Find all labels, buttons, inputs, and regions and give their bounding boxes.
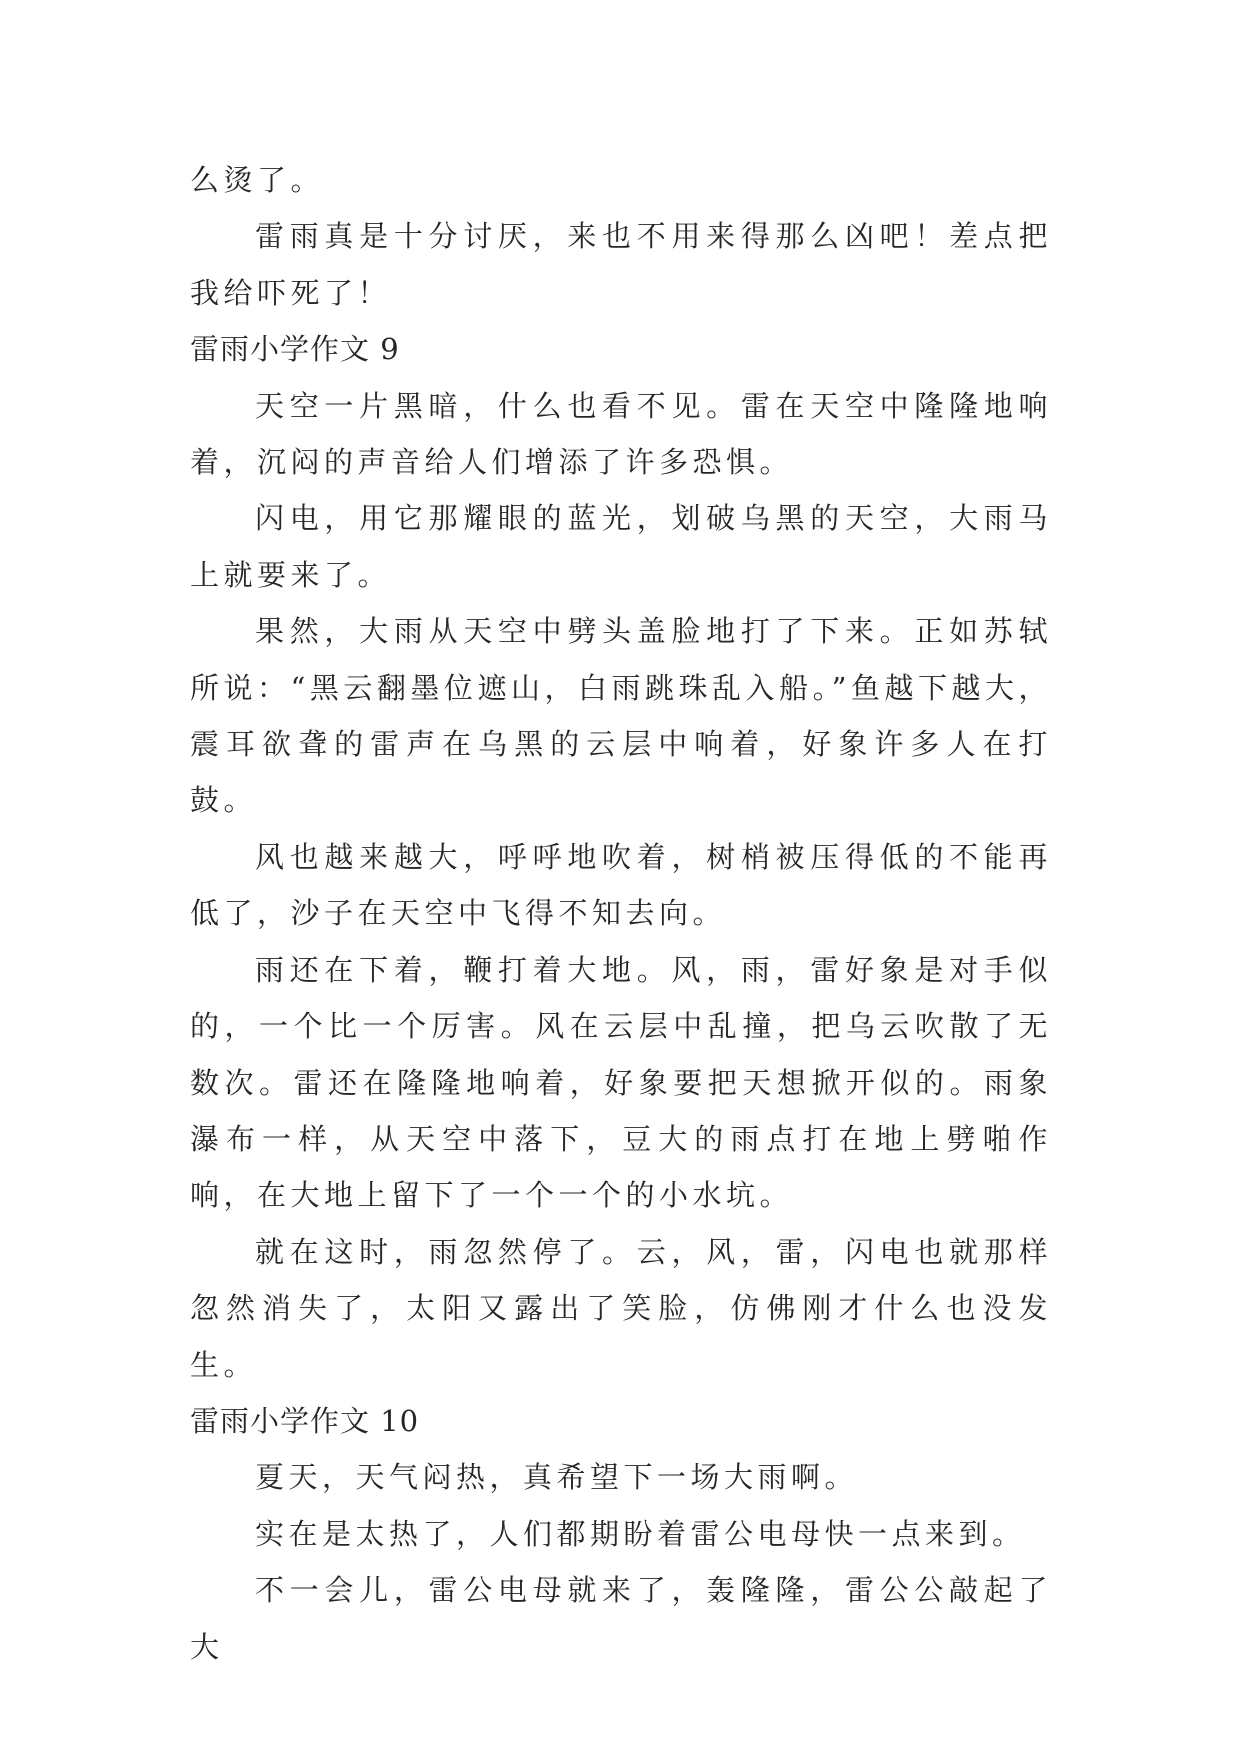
paragraph: 就在这时，雨忽然停了。云，风，雷，闪电也就那样忽然消失了，太阳又露出了笑脸，仿佛刚才什么也没发生。	[190, 1234, 1052, 1382]
document-body	[190, 152, 1052, 1675]
paragraph: 风也越来越大，呼呼地吹着，树梢被压得低的不能再低了，沙子在天空中飞得不知去向。	[190, 839, 1052, 931]
paragraph: 果然，大雨从天空中劈头盖脸地打了下来。正如苏轼所说：“黑云翻墨位遮山，白雨跳珠乱入船。”鱼越下越大，震耳欲聋的雷声在乌黑的云层中响着，好象许多人在打鼓。	[190, 614, 1052, 818]
section-heading: 雷雨小学作文 9	[190, 332, 400, 367]
paragraph: 夏天，天气闷热，真希望下一场大雨啊。	[255, 1460, 859, 1495]
paragraph: 天空一片黑暗，什么也看不见。雷在天空中隆隆地响着，沉闷的声音给人们增添了许多恐惧。	[190, 388, 1052, 480]
paragraph: 不一会儿，雷公电母就来了，轰隆隆，雷公公敲起了大	[190, 1573, 1052, 1664]
paragraph-continuation: 么烫了。	[190, 163, 325, 197]
paragraph: 闪电，用它那耀眼的蓝光，划破乌黑的天空，大雨马上就要来了。	[190, 501, 1052, 592]
paragraph: 雨还在下着，鞭打着大地。风，雨，雷好象是对手似的，一个比一个厉害。风在云层中乱撞，把乌云吹散了无数次。雷还在隆隆地响着，好象要把天想掀开似的。雨象瀑布一样，从天空中落下，豆大的雨点打在地上劈啪作响，在大地上留下了一个一个的小水坑。	[190, 952, 1052, 1213]
paragraph: 雷雨真是十分讨厌，来也不用来得那么凶吧！差点把我给吓死了！	[190, 219, 1052, 310]
section-heading: 雷雨小学作文 10	[190, 1403, 420, 1438]
paragraph: 实在是太热了，人们都期盼着雷公电母快一点来到。	[255, 1516, 1026, 1551]
